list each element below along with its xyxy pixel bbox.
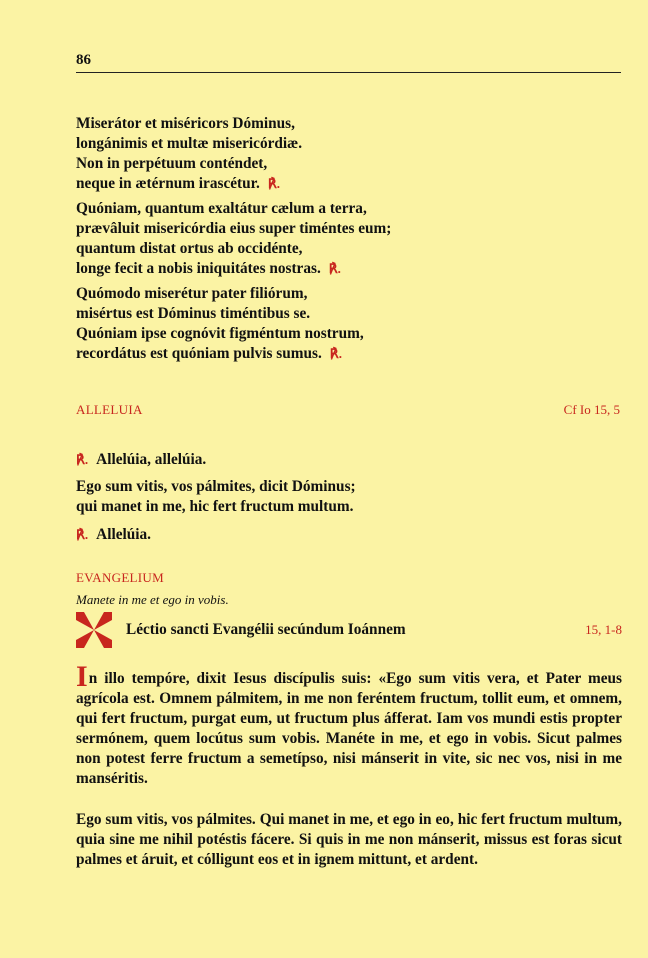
evangelium-heading: EVANGELIUM xyxy=(76,570,164,585)
gospel-title-row xyxy=(76,612,622,648)
header-rule xyxy=(76,72,621,73)
verse-line: Quómodo miserétur pater filiórum, xyxy=(76,285,308,302)
verse-line: Quóniam ipse cognóvit figméntum nostrum, xyxy=(76,325,364,342)
alleluia-reference: Cf Io 15, 5 xyxy=(563,402,620,417)
verse-text: longe fecit a nobis iniquitátes nostras. xyxy=(76,260,321,277)
gospel-paragraph-1 xyxy=(76,660,622,789)
alleluia-heading: ALLELUIA xyxy=(76,402,143,417)
verse-line: misértus est Dóminus timéntibus se. xyxy=(76,305,311,322)
verse-line: Quóniam, quantum exaltátur cælum a terra, xyxy=(76,200,367,217)
paragraph-text: Ego sum vitis, vos pálmites. Qui manet in me, et ego in eo, hic fert fructum multum, quia sine me nihil potéstis fácere. Si quis in me non mánserit, missus est foras sicut palmes et áruit, et cólligunt eos et in ignem mittunt, et ardent. xyxy=(76,811,622,868)
verse-line: prævâluit misericórdia eius super timéntes eum; xyxy=(76,220,392,237)
psalm-stanza-2 xyxy=(76,199,626,279)
verse-line-with-response xyxy=(76,259,626,279)
verse-line: qui manet in me, hic fert fructum multum. xyxy=(76,498,354,515)
alleluia-verse xyxy=(76,477,626,517)
verse-line: longánimis et multæ misericórdiæ. xyxy=(76,135,303,152)
verse-line: quantum distat ortus ab occidénte, xyxy=(76,240,303,257)
verse-text: neque in ætérnum irascétur. xyxy=(76,175,260,192)
psalm-stanza-1 xyxy=(76,114,626,194)
drop-cap: I xyxy=(76,660,88,693)
verse-line: Non in perpétuum conténdet, xyxy=(76,155,268,172)
alleluia-response-text: Allelúia, allelúia. xyxy=(96,451,207,468)
evangelium-subtitle: Manete in me et ego in vobis. xyxy=(76,592,229,607)
verse-line: Ego sum vitis, vos pálmites, dicit Dóminus; xyxy=(76,478,356,495)
red-cross-pattee-icon xyxy=(76,612,112,648)
response-mark: ℟. xyxy=(328,261,341,276)
gospel-title: Léctio sancti Evangélii secúndum Ioánnem xyxy=(126,621,406,638)
gospel-reference: 15, 1-8 xyxy=(585,622,622,637)
verse-line-with-response xyxy=(76,174,626,194)
alleluia-response-2 xyxy=(76,525,626,545)
alleluia-response-1 xyxy=(76,450,626,470)
response-mark: ℟. xyxy=(329,346,342,361)
paragraph-text: n illo tempóre, dixit Iesus discípulis suis: «Ego sum vitis vera, et Pater meus agrícola est. Omnem pálmitem, in me non feréntem fructum, tollit eum, et omnem, qui fert fructum, purgat eum, ut fructum plus áfferat. Iam vos mundi estis propter sermónem, quem locútus sum vobis. Manéte in me, et ego in vobis. Sicut palmes non potest ferre fructum a semetípso, nisi mánserit in vite, sic nec vos, nisi in me manséritis. xyxy=(76,670,622,787)
response-mark: ℟. xyxy=(76,452,89,467)
gospel-paragraph-2 xyxy=(76,810,622,870)
verse-line-with-response xyxy=(76,344,626,364)
response-mark: ℟. xyxy=(76,527,89,542)
verse-line: Miserátor et miséricors Dóminus, xyxy=(76,115,295,132)
alleluia-response-text: Allelúia. xyxy=(96,526,151,543)
psalm-stanza-3 xyxy=(76,284,626,364)
verse-text: recordátus est quóniam pulvis sumus. xyxy=(76,345,322,362)
page-number: 86 xyxy=(76,52,91,68)
response-mark: ℟. xyxy=(267,176,280,191)
